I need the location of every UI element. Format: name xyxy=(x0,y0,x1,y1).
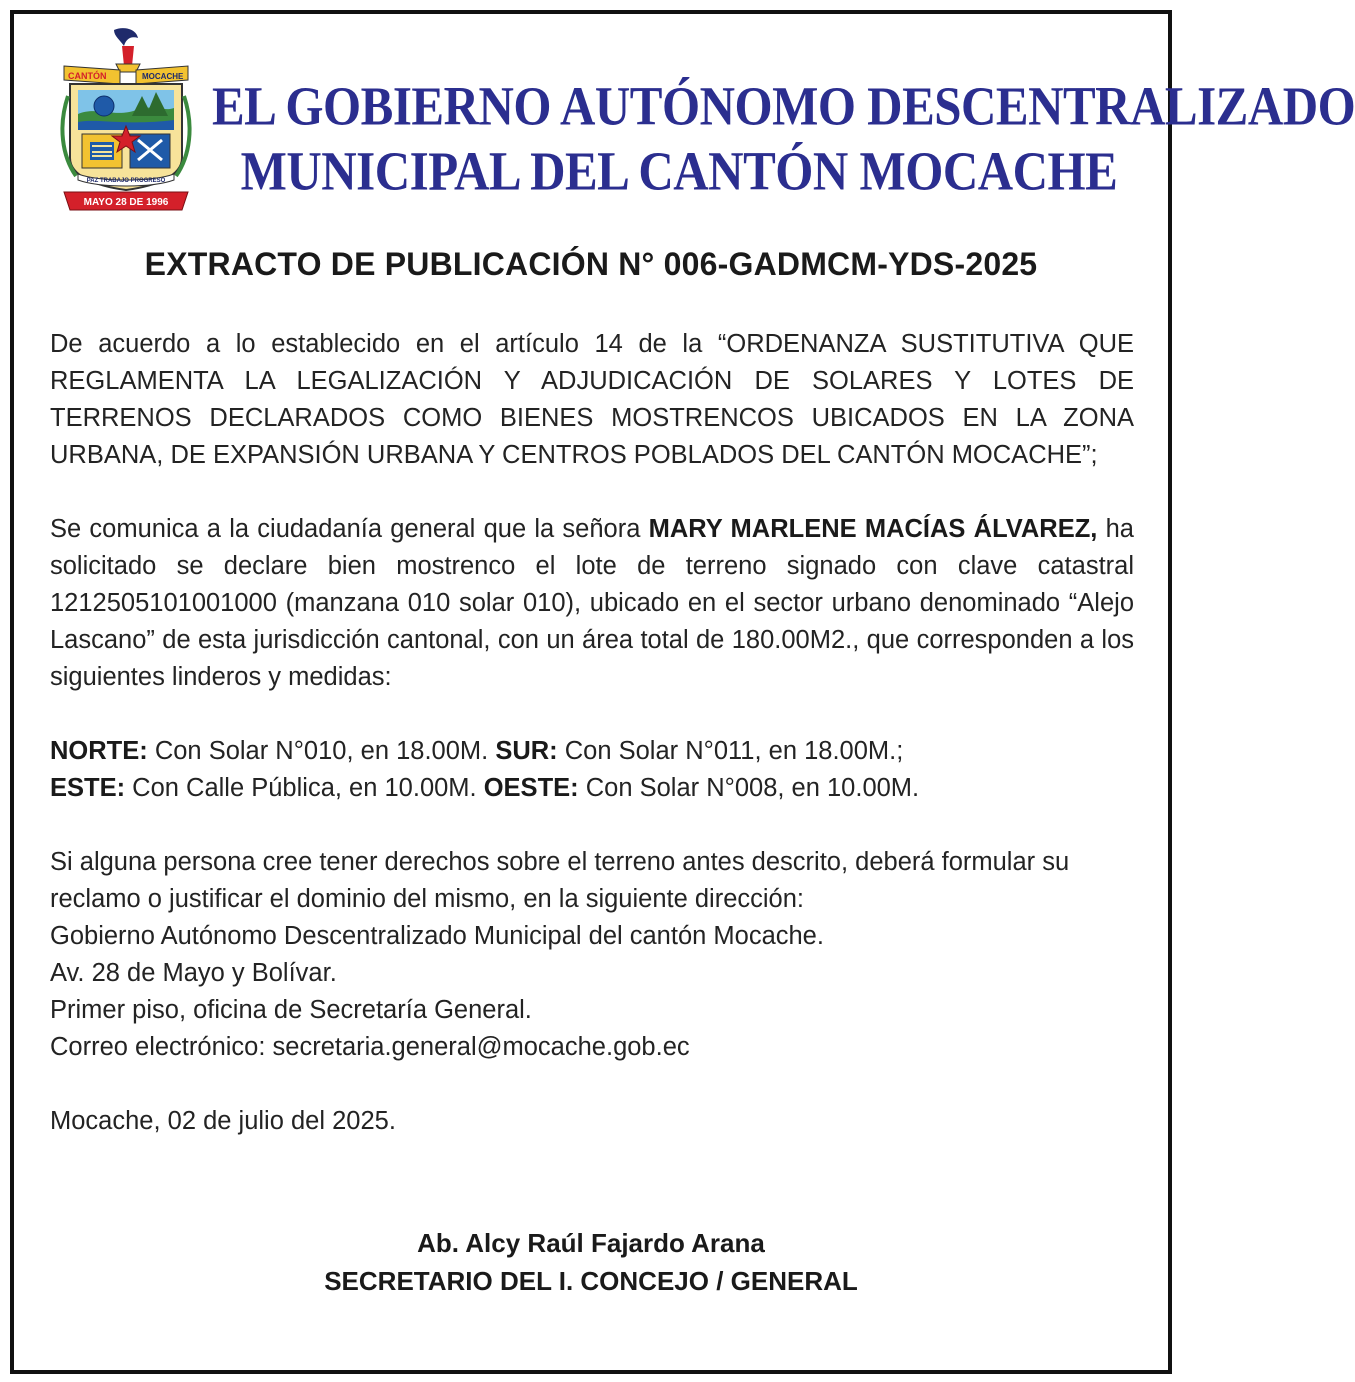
municipal-crest-logo xyxy=(56,26,196,212)
request-intro: Se comunica a la ciudadanía general que la señora xyxy=(50,515,649,543)
boundaries-paragraph xyxy=(50,733,1134,807)
date-line: Mocache, 02 de julio del 2025. xyxy=(50,1107,396,1135)
contact-email: Correo electrónico: secretaria.general@mocache.gob.ec xyxy=(50,1033,690,1061)
svg-text:MOCACHE: MOCACHE xyxy=(142,72,184,81)
publication-title: EXTRACTO DE PUBLICACIÓN N° 006-GADMCM-YDS-2025 xyxy=(144,246,1038,282)
west-label: OESTE: xyxy=(483,774,579,802)
institution-name xyxy=(212,74,1355,204)
north-text: Con Solar N°010, en 18.00M. xyxy=(147,737,496,765)
institution-name-line-1: EL GOBIERNO AUTÓNOMO DESCENTRALIZADO xyxy=(212,75,1355,137)
notice-body xyxy=(50,326,1134,1140)
signatory-name: Ab. Alcy Raúl Fajardo Arana xyxy=(417,1228,765,1258)
address-line-2: Av. 28 de Mayo y Bolívar. xyxy=(50,959,337,987)
boundaries-line-1 xyxy=(50,733,1134,770)
claims-instructions: Si alguna persona cree tener derechos sobre el terreno antes descrito, deberá formular su reclamo o justificar el dominio del mismo, en la siguiente dirección: xyxy=(50,848,1070,913)
institution-name-line-2: MUNICIPAL DEL CANTÓN MOCACHE xyxy=(240,140,1118,202)
boundaries-line-2 xyxy=(50,770,1134,807)
north-label: NORTE: xyxy=(50,737,148,765)
east-text: Con Calle Pública, en 10.00M. xyxy=(125,774,484,802)
signatory-title: SECRETARIO DEL I. CONCEJO / GENERAL xyxy=(324,1266,858,1296)
request-details: ha solicitado se declare bien mostrenco el lote de terreno signado con clave catastral 1212505101001000 (manzana 010 solar 010), ubicado en el sector urbano denominado “Alejo Lascano” de esta jurisdicción cantonal, con un área total de 180.00M2., que corresponden a los siguientes linderos y medidas: xyxy=(50,515,1134,691)
svg-text:CANTÓN: CANTÓN xyxy=(68,71,107,81)
east-label: ESTE: xyxy=(50,774,126,802)
claims-paragraph xyxy=(50,844,1134,1066)
west-text: Con Solar N°008, en 10.00M. xyxy=(578,774,920,802)
south-label: SUR: xyxy=(495,737,558,765)
svg-text:PAZ TRABAJO PROGRESO: PAZ TRABAJO PROGRESO xyxy=(86,178,166,184)
address-line-3: Primer piso, oficina de Secretaría General. xyxy=(50,996,532,1024)
request-paragraph xyxy=(50,511,1134,696)
svg-text:MAYO 28 DE 1996: MAYO 28 DE 1996 xyxy=(83,197,169,208)
applicant-name: MARY MARLENE MACÍAS ÁLVAREZ, xyxy=(648,515,1098,543)
letterhead xyxy=(50,22,1355,212)
south-text: Con Solar N°011, en 18.00M.; xyxy=(557,737,904,765)
address-line-1: Gobierno Autónomo Descentralizado Municipal del cantón Mocache. xyxy=(50,922,824,950)
ordinance-paragraph: De acuerdo a lo establecido en el artículo 14 de la “ORDENANZA SUSTITUTIVA QUE REGLAMENTA LA LEGALIZACIÓN Y ADJUDICACIÓN DE SOLARES Y LOTES DE TERRENOS DECLARADOS COMO BIENES MOSTRENCOS UBICADOS EN LA ZONA URBANA, DE EXPANSIÓN URBANA Y CENTROS POBLADOS DEL CANTÓN MOCACHE”; xyxy=(50,330,1134,469)
